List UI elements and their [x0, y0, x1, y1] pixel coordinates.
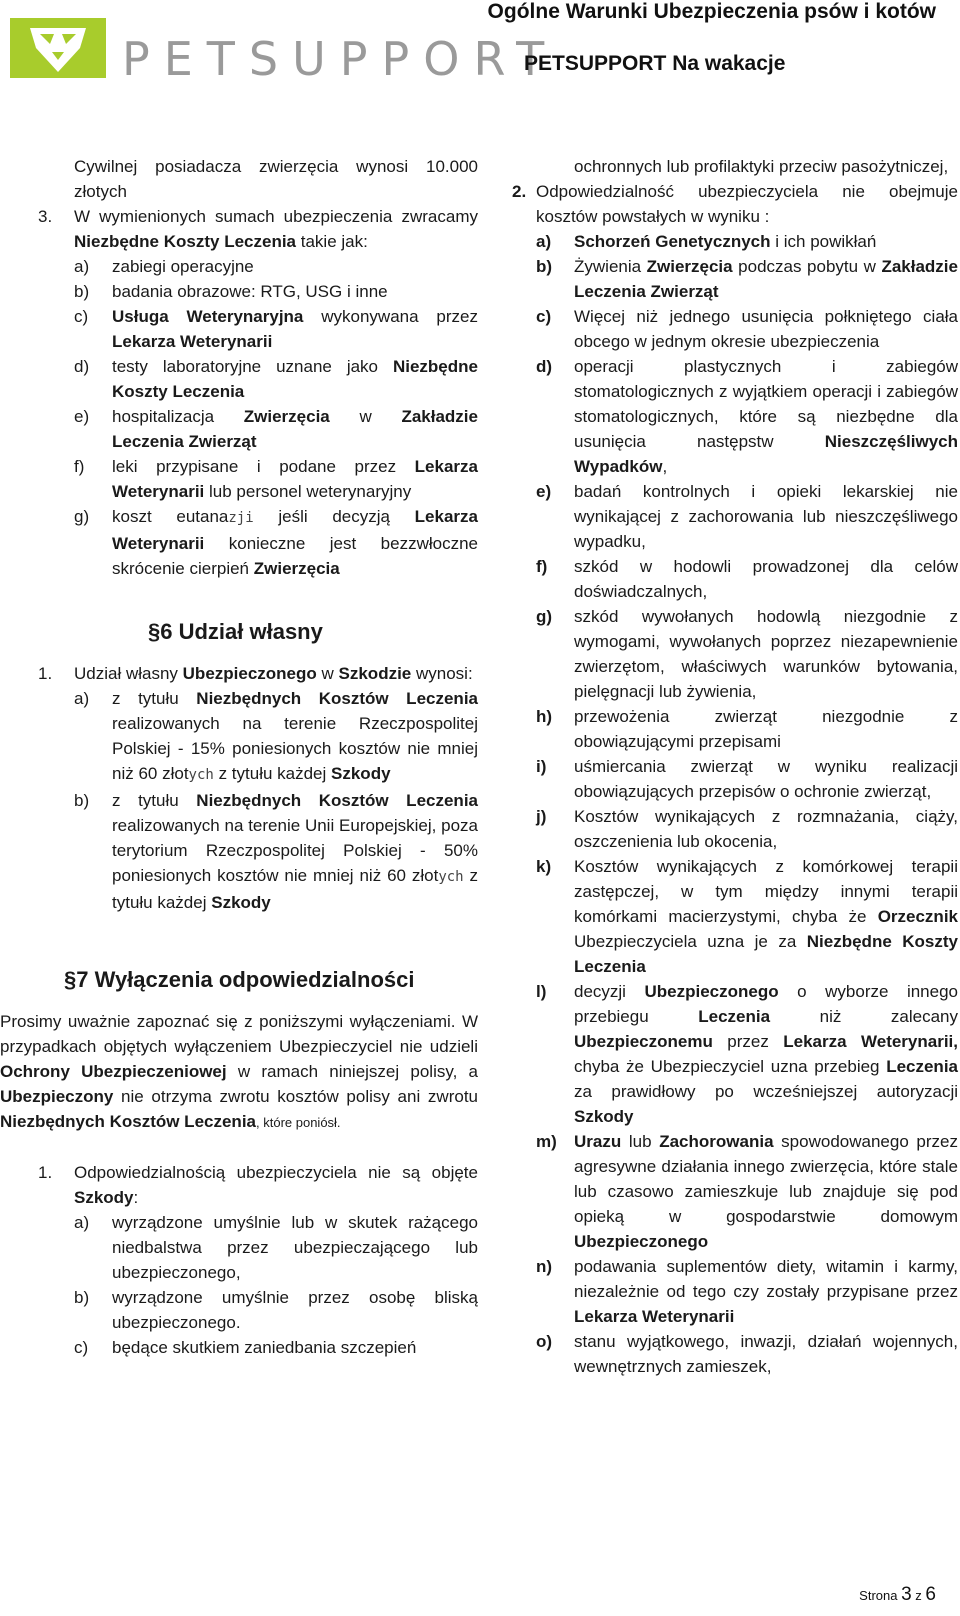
document-title: Ogólne Warunki Ubezpieczenia psów i kotów: [487, 0, 936, 23]
list-item: l) decyzji Ubezpieczonego o wyborze innego przebiegu Leczenia niż zalecany Ubezpieczonemu przez Lekarza Weterynarii, chyba że Ubezpieczyciel uzna przebieg Leczenia za prawidłowy po wcześniejszej autoryzacji Szkody: [536, 982, 959, 1126]
list-item: b) Żywienia Zwierzęcia podczas pobytu w Zakładzie Leczenia Zwierząt: [536, 257, 958, 301]
list-item: a) wyrządzone umyślnie lub w skutek rażącego niedbalstwa przez ubezpieczającego lub ubezpieczonego,: [74, 1213, 478, 1282]
list-item: g) koszt eutanazji jeśli decyzją Lekarza Weterynarii konieczne jest bezzwłoczne skrócenie cierpień Zwierzęcia: [74, 507, 478, 578]
list-item: k) Kosztów wynikających z komórkowej terapii zastępczej, w tym między innymi terapii komórkami macierzystymi, chyba że Orzecznik Ubezpieczyciela uzna je za Niezbędne Koszty Leczenia: [536, 857, 958, 976]
list-item: m) Urazu lub Zachorowania spowodowanego przez agresywne działania innego zwierzęcia, które stale lub czasowo zamieszkuje lub znajduje się pod opieką w gospodarstwie domowym Ubezpieczonego: [536, 1132, 958, 1251]
logo-wordmark: PETSUPPORT: [122, 32, 559, 86]
list-item: c) Więcej niż jednego usunięcia połkniętego ciała obcego w jednym okresie ubezpieczenia: [536, 307, 958, 351]
sub-list: [0, 686, 478, 915]
section-heading-6: §6 Udział własny: [148, 619, 323, 644]
petsupport-logo: [10, 18, 559, 86]
list-item: i) uśmiercania zwierząt w wyniku realizacji obowiązujących przepisów o ochronie zwierząt,: [536, 757, 958, 801]
list-item: o) stanu wyjątkowego, inwazji, działań wojennych, wewnętrznych zamieszek,: [536, 1332, 958, 1376]
list-item: d) testy laboratoryjne uznane jako Niezbędne Koszty Leczenia: [74, 357, 478, 401]
list-item: c) będące skutkiem zaniedbania szczepień: [74, 1338, 417, 1357]
list-item: b) wyrządzone umyślnie przez osobę bliską ubezpieczonego.: [74, 1288, 478, 1332]
pet-face-icon: [10, 18, 106, 78]
sub-list: [0, 254, 478, 581]
continued-paragraph: ochronnych lub profilaktyki przeciw pasożytniczej,: [574, 157, 949, 176]
list-item: 1. Odpowiedzialnością ubezpieczyciela nie są objęte Szkody:: [38, 1163, 478, 1207]
list-item: e) badań kontrolnych i opieki lekarskiej nie wynikającej z zachorowania lub nieszczęśliwego wypadku,: [536, 482, 958, 551]
text-line: złotych: [74, 182, 127, 201]
left-column: [0, 154, 478, 1360]
list-item: j) Kosztów wynikających z rozmnażania, ciąży, oszczenienia lub okocenia,: [536, 807, 958, 851]
document-subtitle: PETSUPPORT Na wakacje: [524, 52, 786, 75]
intro-paragraph: Prosimy uważnie zapoznać się z poniższymi wyłączeniami. W przypadkach objętych wyłączeniem Ubezpieczyciel nie udzieli Ochrony Ubezpieczeniowej w ramach niniejszej polisy, a Ubezpieczony nie otrzyma zwrotu kosztów polisy ani zwrotu Niezbędnych Kosztów Leczenia, które poniósł.: [0, 1012, 478, 1131]
list-item: a) Schorzeń Genetycznych i ich powikłań: [536, 232, 877, 251]
list-item: f) leki przypisane i podane przez Lekarza Weterynarii lub personel weterynaryjny: [74, 457, 478, 501]
page-header: [0, 0, 960, 100]
item-text: W wymienionych sumach ubezpieczenia zwracamy Niezbędne Koszty Leczenia takie jak:: [74, 207, 478, 251]
sub-list: [512, 229, 958, 1379]
page-number: Strona 3 z 6: [859, 1584, 936, 1605]
list-item: h) przewożenia zwierząt niezgodnie z obowiązującymi przepisami: [536, 707, 958, 751]
list-item: [0, 204, 478, 254]
list-item: d) operacji plastycznych i zabiegów stomatologicznych z wyjątkiem operacji i zabiegów stomatologicznych, które są niezbędne dla usunięcia następstw Nieszczęśliwych Wypadków,: [536, 357, 958, 476]
section-heading-7: §7 Wyłączenia odpowiedzialności: [64, 967, 415, 992]
right-column: [512, 154, 958, 1379]
list-item: c) Usługa Weterynaryjna wykonywana przez Lekarza Weterynarii: [74, 307, 478, 351]
list-item: b) z tytułu Niezbędnych Kosztów Leczenia realizowanych na terenie Unii Europejskiej, poza terytorium Rzeczpospolitej Polskiej - 50% poniesionych kosztów nie mniej niż 60 złotych z tytułu każdej Szkody: [74, 791, 479, 912]
list-item: a) zabiegi operacyjne: [74, 257, 254, 276]
list-item: f) szkód w hodowli prowadzonej dla celów doświadczalnych,: [536, 557, 958, 601]
item-number: 3.: [38, 207, 53, 226]
text-line: Cywilnej posiadacza zwierzęcia wynosi 10.000: [74, 157, 478, 176]
sub-list: [0, 1210, 478, 1360]
list-item: a) z tytułu Niezbędnych Kosztów Leczenia realizowanych na terenie Rzeczpospolitej Polskiej - 15% poniesionych kosztów nie mniej niż 60 złotych z tytułu każdej Szkody: [74, 689, 478, 783]
list-item: n) podawania suplementów diety, witamin i karmy, niezależnie od tego czy zostały przypisane przez Lekarza Weterynarii: [536, 1257, 958, 1326]
list-item: 2. Odpowiedzialność ubezpieczyciela nie obejmuje kosztów powstałych w wyniku :: [512, 182, 958, 226]
continued-paragraph: [0, 154, 478, 204]
list-item: g) szkód wywołanych hodowlą niezgodnie z wymogami, wywołanych poprzez niezapewnienie zwierzętom, właściwych warunków bytowania, pielęgnacji lub żywienia,: [536, 607, 958, 701]
list-item: b) badania obrazowe: RTG, USG i inne: [74, 282, 388, 301]
list-item: e) hospitalizacja Zwierzęcia w Zakładzie Leczenia Zwierząt: [74, 407, 478, 451]
list-item: 1. Udział własny Ubezpieczonego w Szkodzie wynosi:: [38, 664, 473, 683]
